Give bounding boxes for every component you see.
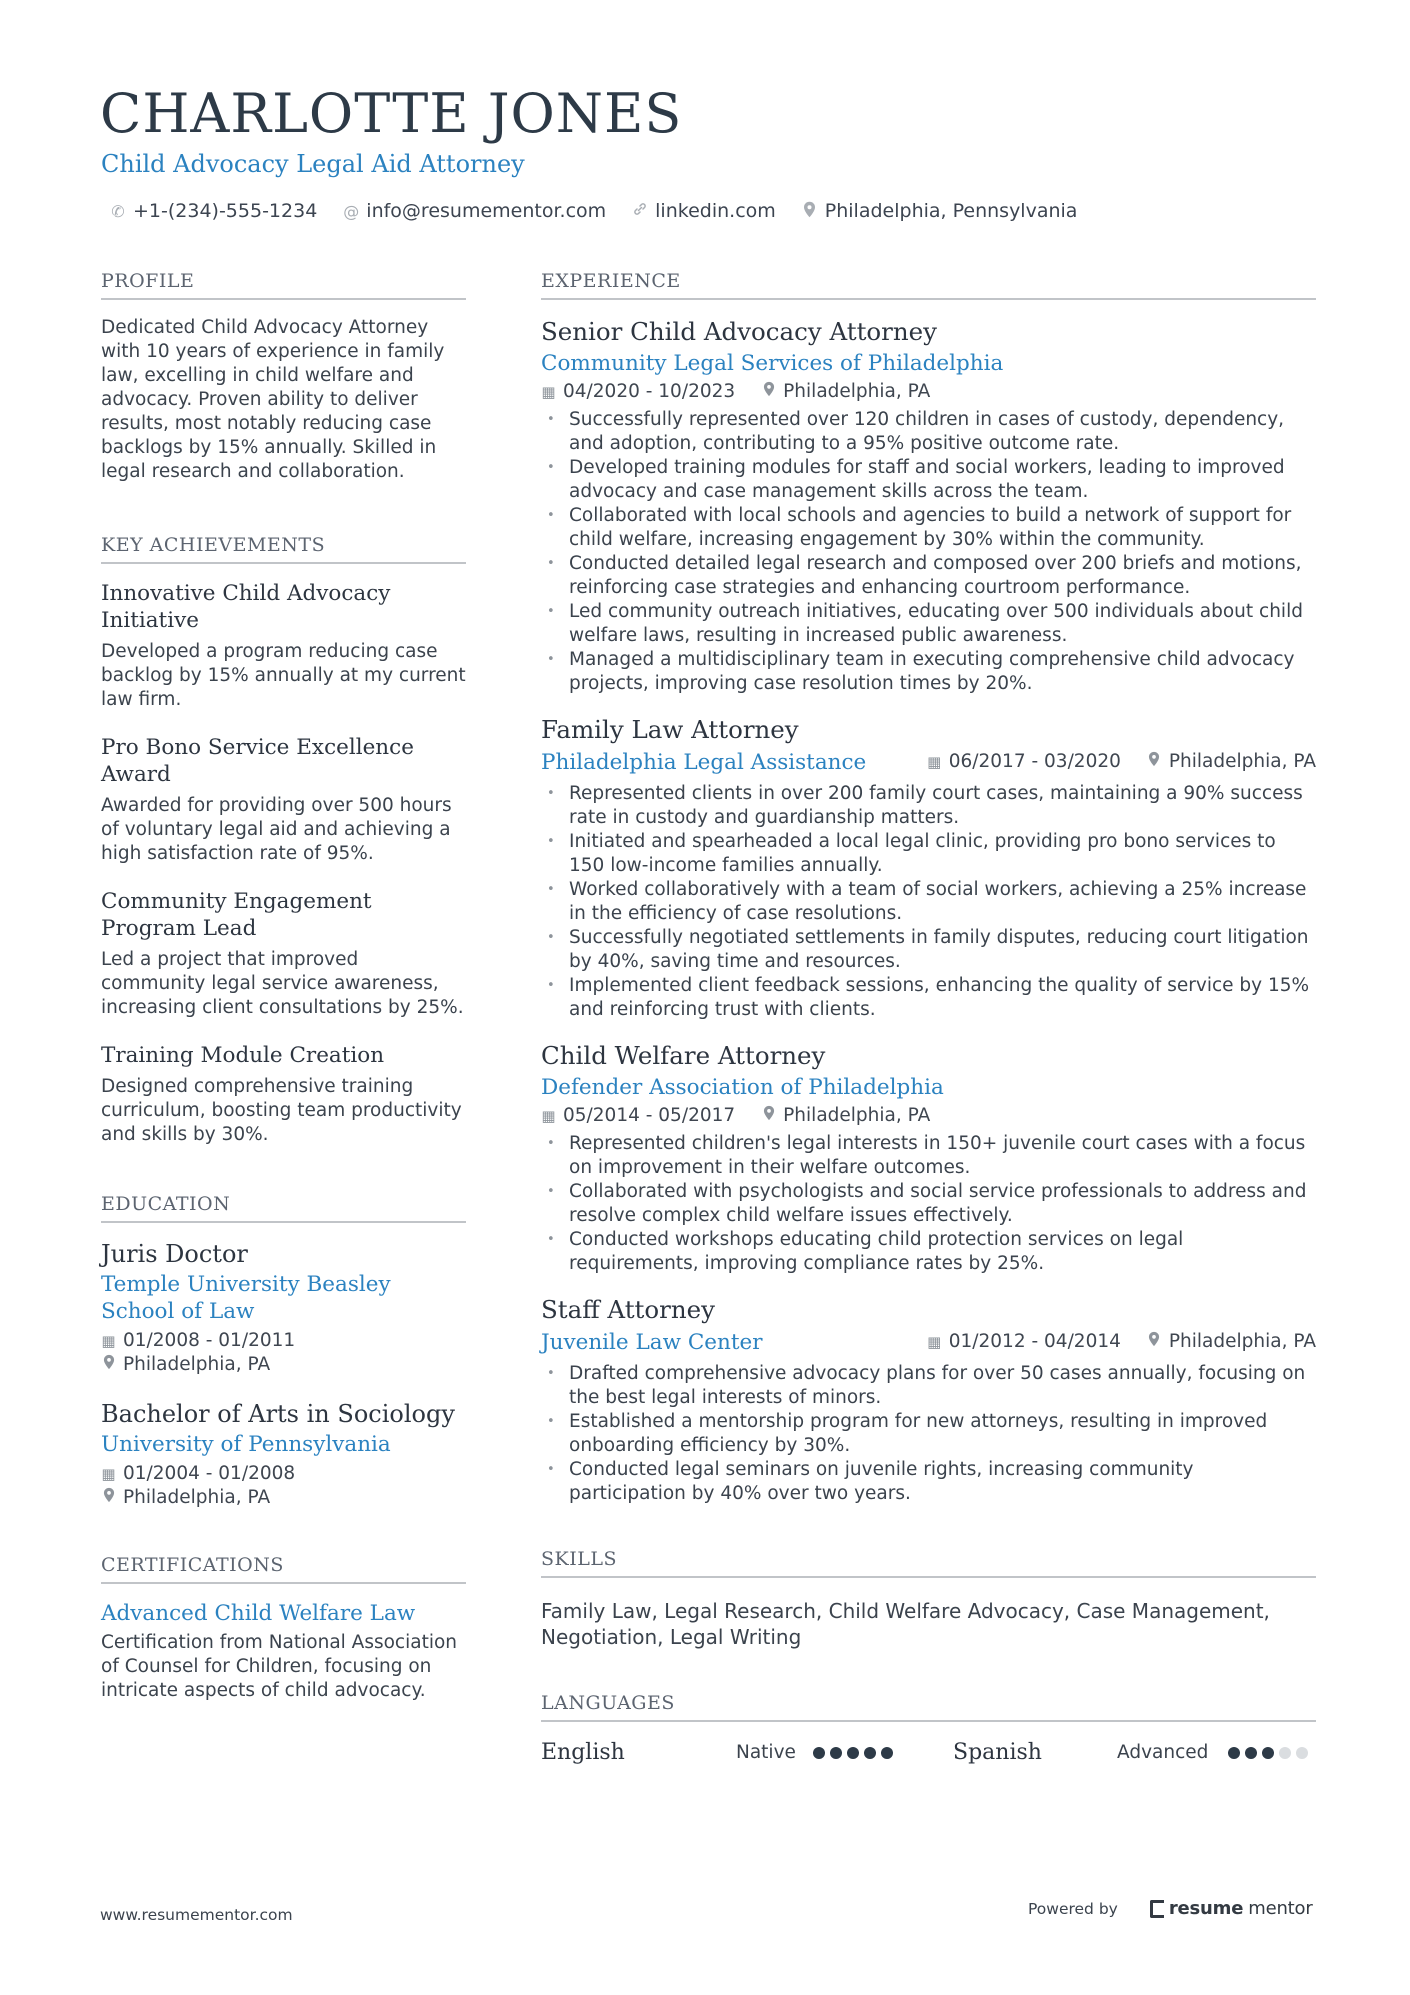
list-item: • Collaborated with psychologists and social service professionals to address and resolve complex child welfare issues effectively. [541,1180,1316,1228]
job-title: Child Welfare Attorney [541,1041,826,1070]
calendar-icon: ▦ [927,753,942,771]
dates-text: 04/2020 - 10/2023 [563,381,736,402]
calendar-icon: ▦ [101,1465,116,1483]
location-pin-icon [101,1486,116,1510]
job-company: Philadelphia Legal Assistance [541,749,867,775]
location-pin-icon [761,1104,776,1128]
language-level: Native [736,1742,796,1763]
brand-name-light: mentor [1248,1898,1313,1919]
job-meta [541,1104,1316,1128]
achievement-title: Pro Bono Service Excellence Award [101,735,414,787]
section-heading: KEY ACHIEVEMENTS [101,534,466,564]
list-item: • Drafted comprehensive advocacy plans for over 50 cases annually, focusing on the best legal interests of minors. [541,1362,1316,1410]
dates-text: 01/2012 - 04/2014 [948,1331,1121,1352]
right-column [541,270,1316,1765]
job-dates [541,1104,735,1128]
certification-desc: Certification from National Association of Counsel for Children, focusing on intricate aspects of child advocacy. [101,1632,458,1701]
left-column [101,270,466,1703]
job-bullets [541,1132,1316,1276]
language-rating-spanish [1228,1747,1308,1759]
certification-title: Advanced Child Welfare Law [101,1601,416,1626]
contact-linkedin[interactable] [632,200,776,222]
rating-dot-filled [864,1747,876,1759]
list-item: • Conducted detailed legal research and composed over 200 briefs and motions, reinforcing case strategies and enhancing courtroom performance. [541,552,1316,600]
achievement-title: Community Engagement Program Lead [101,889,372,941]
list-item: • Managed a multidisciplinary team in executing comprehensive child advocacy projects, improving case resolution times by 20%. [541,648,1316,696]
list-item: • Represented children's legal interests in 150+ juvenile court cases with a focus on improvement in their welfare outcomes. [541,1132,1316,1180]
job-entry [541,1294,1316,1506]
section-heading: EDUCATION [101,1193,466,1223]
footer-website[interactable]: www.resumementor.com [100,1906,293,1924]
job-location [761,1104,930,1128]
rating-dot-filled [1245,1747,1257,1759]
job-title: Staff Attorney [541,1295,715,1324]
degree: Bachelor of Arts in Sociology [101,1400,455,1428]
education-dates [101,1462,466,1486]
location-text: Philadelphia, Pennsylvania [824,200,1078,222]
location-pin-icon [761,380,776,404]
language-level: Advanced [1117,1742,1209,1763]
list-item: • Established a mentorship program for new attorneys, resulting in improved onboarding efficiency by 30%. [541,1410,1316,1458]
profile-text: Dedicated Child Advocacy Attorney with 10 years of experience in family law, excelling in child welfare and advocacy. Proven ability to deliver results, most notably reducing case backlogs by 15% annually. Skilled in legal research and collaboration. [101,317,445,482]
languages-section [541,1692,1316,1765]
location-text: Philadelphia, PA [123,1354,271,1375]
certifications-section [101,1554,466,1703]
job-dates [541,380,735,404]
location-text: Philadelphia, PA [783,381,931,402]
language-name: English [541,1740,625,1765]
section-heading: LANGUAGES [541,1692,1316,1722]
list-item: • Conducted legal seminars on juvenile rights, increasing community participation by 40% over two years. [541,1458,1316,1506]
rating-dot-filled [847,1747,859,1759]
section-heading: CERTIFICATIONS [101,1554,466,1584]
job-dates [927,1330,1121,1354]
location-text: Philadelphia, PA [1168,1331,1316,1352]
location-pin-icon [1147,750,1162,774]
job-title: Family Law Attorney [541,715,799,744]
calendar-icon: ▦ [101,1332,116,1350]
languages-row [541,1740,1316,1765]
rating-dot-filled [1262,1747,1274,1759]
job-location [1147,750,1316,774]
dates-text: 01/2008 - 01/2011 [123,1330,296,1351]
job-bullets [541,408,1316,696]
education-location [101,1353,466,1377]
job-meta [541,380,1316,404]
dates-text: 01/2004 - 01/2008 [123,1463,296,1484]
achievement-title: Innovative Child Advocacy Initiative [101,581,391,633]
education-dates [101,1329,466,1353]
job-bullets [541,1362,1316,1506]
brand-name-bold: resume [1168,1898,1244,1919]
calendar-icon: ▦ [927,1333,942,1351]
list-item: • Led community outreach initiatives, educating over 500 individuals about child welfare laws, resulting in increased public awareness. [541,600,1316,648]
job-company: Juvenile Law Center [541,1329,763,1355]
list-item: • Worked collaboratively with a team of social workers, achieving a 25% increase in the efficiency of case resolutions. [541,878,1316,926]
contact-phone[interactable] [110,200,317,222]
location-pin-icon [1147,1330,1162,1354]
education-section [101,1193,466,1510]
dates-text: 05/2014 - 05/2017 [563,1105,736,1126]
candidate-name: CHARLOTTE JONES [100,82,683,145]
calendar-icon: ▦ [541,1107,556,1125]
contact-bar [110,200,1077,222]
achievement-desc: Awarded for providing over 500 hours of voluntary legal aid and achieving a high satisfaction rate of 95%. [101,795,452,864]
achievements-section [101,534,466,1147]
language-name: Spanish [953,1740,1042,1765]
job-company: Community Legal Services of Philadelphia [541,351,1004,376]
job-company-row [541,1326,1316,1358]
rating-dot-filled [813,1747,825,1759]
job-dates [927,750,1121,774]
brand-mark-icon [1150,1900,1164,1918]
achievement-title: Training Module Creation [101,1043,385,1068]
achievement-desc: Led a project that improved community legal service awareness, increasing client consultations by 25%. [101,949,464,1018]
job-entry [541,714,1316,1022]
list-item: • Conducted workshops educating child protection services on legal requirements, improving compliance rates by 25%. [541,1228,1316,1276]
linkedin-text: linkedin.com [655,200,776,222]
email-text: info@resumementor.com [366,200,607,222]
location-pin-icon [802,201,818,222]
achievement-item [101,580,466,712]
list-item: • Initiated and spearheaded a local legal clinic, providing pro bono services to 150 low-income families annually. [541,830,1316,878]
calendar-icon: ▦ [541,383,556,401]
location-text: Philadelphia, PA [783,1105,931,1126]
section-heading: SKILLS [541,1548,1316,1578]
job-company-row [541,746,1316,778]
experience-section [541,270,1316,1506]
job-meta [927,750,1316,774]
phone-icon: ✆ [111,201,125,221]
phone-text: +1-(234)-555-1234 [133,200,318,222]
location-pin-icon [101,1353,116,1377]
achievement-desc: Designed comprehensive training curriculum, boosting team productivity and skills by 30%. [101,1076,462,1145]
job-title: Senior Child Advocacy Attorney [541,317,937,346]
education-location [101,1486,466,1510]
job-location [1147,1330,1316,1354]
list-item: • Successfully represented over 120 children in cases of custody, dependency, and adoption, contributing to a 95% positive outcome rate. [541,408,1316,456]
education-item [101,1399,466,1510]
candidate-title: Child Advocacy Legal Aid Attorney [101,150,525,178]
job-entry [541,316,1316,696]
list-item: • Successfully negotiated settlements in family disputes, reducing court litigation by 40%, saving time and resources. [541,926,1316,974]
rating-dot-filled [830,1747,842,1759]
section-heading: EXPERIENCE [541,270,1316,300]
achievement-item [101,888,466,1020]
achievement-desc: Developed a program reducing case backlog by 15% annually at my current law firm. [101,641,466,710]
job-company: Defender Association of Philadelphia [541,1075,944,1100]
certification-item [101,1600,466,1703]
job-entry [541,1040,1316,1276]
link-icon [632,201,648,221]
achievement-item [101,1042,466,1147]
school: University of Pennsylvania [101,1432,391,1457]
footer-branding [1028,1898,1313,1919]
contact-location [802,200,1078,222]
at-icon: @ [343,201,360,221]
dates-text: 06/2017 - 03/2020 [948,751,1121,772]
skills-text: Family Law, Legal Research, Child Welfare Advocacy, Case Management, Negotiation, Legal Writing [541,1599,1270,1649]
degree: Juris Doctor [101,1240,248,1268]
job-location [761,380,930,404]
powered-by-text: Powered by [1028,1899,1118,1918]
achievement-item [101,734,466,866]
brand-logo[interactable] [1150,1898,1313,1919]
rating-dot-empty [1279,1747,1291,1759]
job-meta [927,1330,1316,1354]
rating-dot-empty [1296,1747,1308,1759]
list-item: • Developed training modules for staff and social workers, leading to improved advocacy and case management skills across the team. [541,456,1316,504]
school: Temple University Beasley School of Law [101,1272,391,1324]
language-rating-english [813,1747,953,1759]
rating-dot-filled [1228,1747,1240,1759]
skills-section [541,1548,1316,1650]
location-text: Philadelphia, PA [123,1487,271,1508]
contact-email[interactable] [343,200,606,222]
location-text: Philadelphia, PA [1168,751,1316,772]
job-bullets [541,782,1316,1022]
list-item: • Implemented client feedback sessions, enhancing the quality of service by 15% and reinforcing trust with clients. [541,974,1316,1022]
rating-dot-filled [881,1747,893,1759]
profile-section [101,270,466,484]
list-item: • Collaborated with local schools and agencies to build a network of support for child welfare, increasing engagement by 30% within the community. [541,504,1316,552]
education-item [101,1239,466,1377]
section-heading: PROFILE [101,270,466,300]
list-item: • Represented clients in over 200 family court cases, maintaining a 90% success rate in custody and guardianship matters. [541,782,1316,830]
